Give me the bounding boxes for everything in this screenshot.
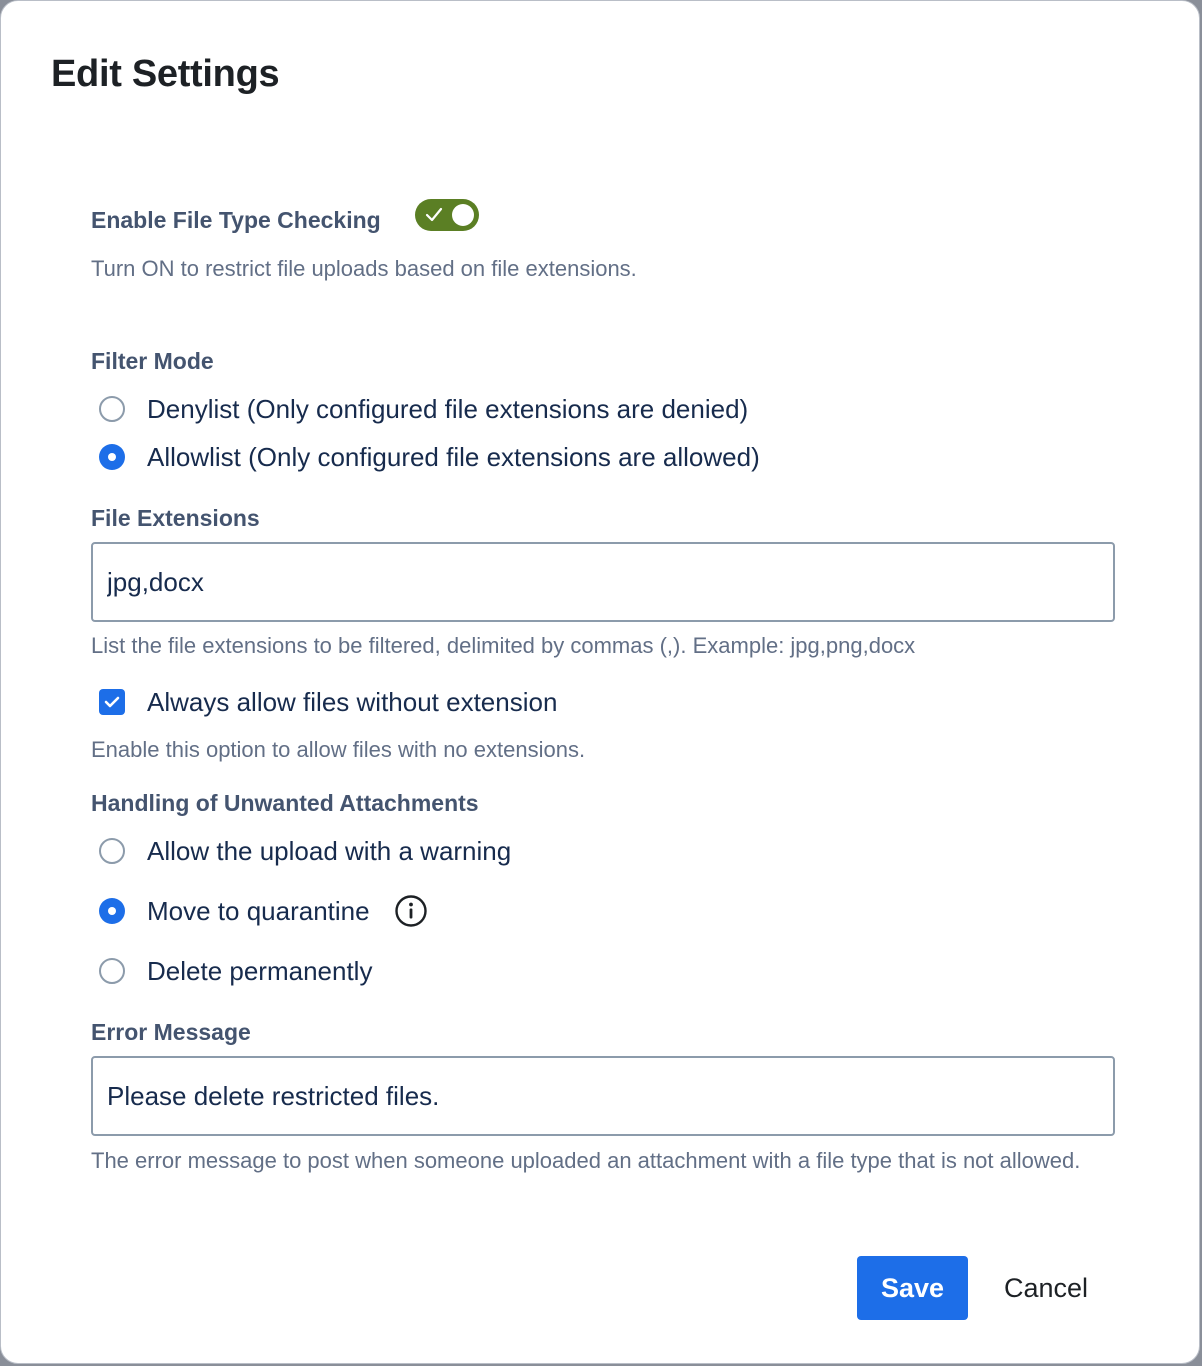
filter-mode-option-allowlist[interactable] <box>99 440 760 474</box>
option-label: Delete permanently <box>147 955 373 986</box>
option-label: Denylist (Only configured file extensions are denied) <box>147 393 749 424</box>
file-extensions-input[interactable] <box>91 542 1115 622</box>
filter-mode-option-denylist[interactable] <box>99 392 748 426</box>
dialog-title: Edit Settings <box>51 53 280 95</box>
unwanted-attachments-label: Handling of Unwanted Attachments <box>91 790 479 816</box>
unwanted-option-delete-permanently[interactable] <box>99 954 372 988</box>
allow-no-extension-checkbox[interactable] <box>99 689 125 715</box>
file-extensions-help: List the file extensions to be filtered, delimited by commas (,). Example: jpg,png,docx <box>91 633 916 658</box>
option-label: Always allow files without extension <box>147 686 558 717</box>
filter-mode-label: Filter Mode <box>91 348 214 374</box>
unwanted-option-allow-with-warning[interactable] <box>99 834 511 868</box>
toggle-knob <box>452 204 474 226</box>
check-icon <box>102 692 122 712</box>
error-message-help: The error message to post when someone uploaded an attachment with a file type that is not allowed. <box>91 1148 1081 1173</box>
cancel-button[interactable]: Cancel <box>981 1256 1111 1320</box>
allow-no-extension-help: Enable this option to allow files with no extensions. <box>91 737 586 762</box>
option-label: Allow the upload with a warning <box>147 835 512 866</box>
check-icon <box>423 204 445 226</box>
radio-button-selected[interactable] <box>99 444 125 470</box>
radio-button[interactable] <box>99 396 125 422</box>
radio-button[interactable] <box>99 958 125 984</box>
allow-no-extension-option[interactable] <box>99 685 557 719</box>
unwanted-option-quarantine[interactable] <box>99 894 428 928</box>
file-extensions-label: File Extensions <box>91 505 260 531</box>
error-message-input[interactable] <box>91 1056 1115 1136</box>
info-icon[interactable] <box>394 894 428 928</box>
option-label: Allowlist (Only configured file extensions are allowed) <box>147 441 760 472</box>
option-label: Move to quarantine <box>147 895 370 926</box>
error-message-label: Error Message <box>91 1019 251 1045</box>
file-type-checking-toggle[interactable] <box>415 199 479 231</box>
file-type-checking-label: Enable File Type Checking <box>91 207 381 233</box>
radio-button[interactable] <box>99 838 125 864</box>
save-button[interactable]: Save <box>857 1256 968 1320</box>
file-type-checking-help: Turn ON to restrict file uploads based on file extensions. <box>91 256 637 281</box>
radio-button-selected[interactable] <box>99 898 125 924</box>
